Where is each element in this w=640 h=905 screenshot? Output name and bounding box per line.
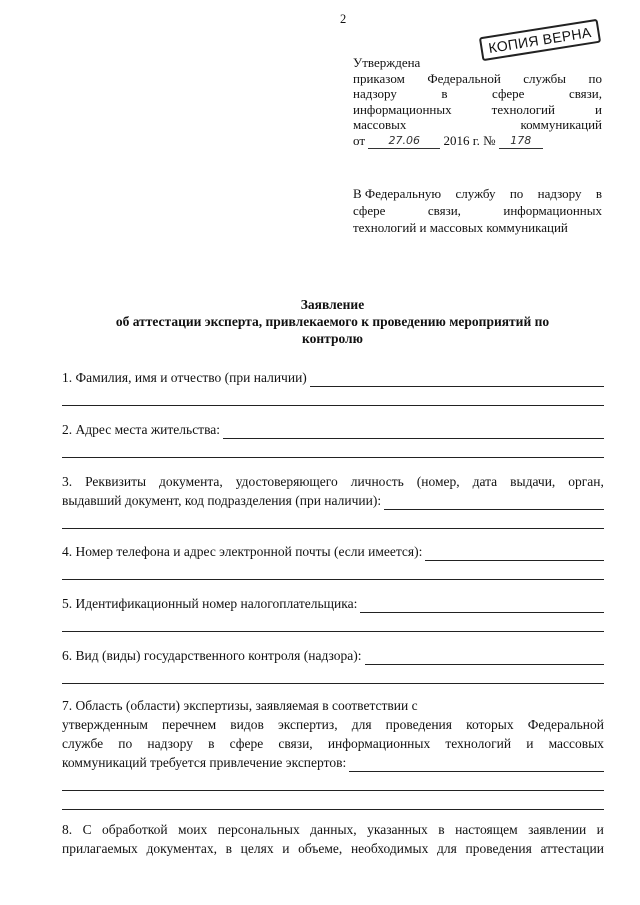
field-label: 1. Фамилия, имя и отчество (при наличии) <box>62 370 307 385</box>
consent-line-2 <box>62 839 604 858</box>
word: личность <box>350 474 404 489</box>
expertise-area-input-line[interactable] <box>349 757 604 772</box>
word: выдачи, <box>510 474 556 489</box>
field-label-line-2: выдавший документ, код подразделения (при наличии): <box>62 493 382 508</box>
word: настоящем <box>455 822 518 837</box>
control-type-input-line[interactable] <box>365 650 605 665</box>
field-label-line-1 <box>62 472 604 491</box>
word: заявлении <box>528 822 587 837</box>
word: которых <box>466 717 514 732</box>
word: службе <box>62 736 104 751</box>
document-title <box>60 296 605 347</box>
word: и <box>596 822 604 837</box>
word: аттестации <box>540 841 604 856</box>
word: надзору <box>147 736 193 751</box>
word: экспертиз, <box>277 717 338 732</box>
word: связи, <box>568 86 602 101</box>
word: данных, <box>310 822 357 837</box>
approval-line-1 <box>353 55 602 71</box>
word: и <box>282 841 290 856</box>
word: в <box>438 822 445 837</box>
page-number: 2 <box>340 12 347 26</box>
word: видов <box>230 717 264 732</box>
word: приказом <box>353 70 405 86</box>
word: технологий <box>445 736 512 751</box>
approval-date-line <box>353 133 602 150</box>
word: 3. <box>62 474 73 489</box>
word: 8. <box>62 822 73 837</box>
word: В Федеральную <box>353 186 442 201</box>
word: дата <box>472 474 498 489</box>
word: документах, <box>146 841 217 856</box>
word: коммуникаций <box>520 117 602 132</box>
field-label-line-1: 7. Область (области) экспертизы, заявляемая в соответствии с <box>62 698 418 713</box>
blank-input-line[interactable] <box>62 387 604 406</box>
year-number-text: 2016 г. № <box>443 132 496 148</box>
word: массовых <box>353 117 407 132</box>
word: информационных <box>353 101 452 117</box>
field-expertise-area <box>62 696 604 810</box>
field-full-name <box>62 368 604 406</box>
word: С <box>82 822 92 837</box>
blank-input-line[interactable] <box>62 772 604 791</box>
title-subject-line-1: об аттестации эксперта, привлекаемого к проведению мероприятий по <box>115 314 550 329</box>
word: связи, <box>278 736 313 751</box>
blank-input-line[interactable] <box>62 613 604 632</box>
blank-input-line[interactable] <box>62 510 604 529</box>
address-input-line[interactable] <box>223 424 604 439</box>
approval-approved-word: Утверждена <box>353 55 421 70</box>
approval-line-3 <box>353 86 602 102</box>
date-prefix: от <box>353 132 366 148</box>
blank-input-line[interactable] <box>62 665 604 684</box>
word: необходимых <box>350 841 429 856</box>
word: персональных <box>217 822 300 837</box>
field-phone-email <box>62 542 604 580</box>
word: и <box>595 101 602 117</box>
word: Федеральной <box>527 717 604 732</box>
title-heading: Заявление <box>300 297 365 312</box>
addressee-block <box>353 185 602 236</box>
title-subject-line-2: контролю <box>302 331 363 346</box>
copy-true-stamp: КОПИЯ ВЕРНА <box>479 19 601 61</box>
field-identity-document <box>62 472 604 529</box>
addressee-text: технологий и массовых коммуникаций <box>353 220 568 235</box>
word: службу <box>455 186 496 201</box>
word: надзору <box>537 186 582 201</box>
word: в <box>441 86 448 101</box>
blank-input-line[interactable] <box>62 561 604 580</box>
word: в <box>208 736 215 751</box>
approval-line-4 <box>353 102 602 118</box>
word: и <box>526 736 534 751</box>
word: (номер, <box>416 474 460 489</box>
word: по <box>588 70 602 86</box>
word: связи, <box>427 203 461 218</box>
addressee-line-2 <box>353 202 602 219</box>
word: в <box>595 186 602 201</box>
addressee-line-1 <box>353 185 602 202</box>
approval-line-2 <box>353 71 602 87</box>
field-control-type <box>62 646 604 684</box>
word: службы <box>523 70 567 86</box>
word: массовых <box>548 736 604 751</box>
word: для <box>351 717 372 732</box>
word: надзору <box>353 86 397 101</box>
tax-id-input-line[interactable] <box>360 598 604 613</box>
field-label-line-3 <box>62 734 604 753</box>
full-name-input-line[interactable] <box>310 372 604 387</box>
word: Реквизиты <box>85 474 147 489</box>
field-label: 4. Номер телефона и адрес электронной почты (если имеется): <box>62 544 423 559</box>
field-address <box>62 420 604 458</box>
field-label: 6. Вид (виды) государственного контроля (надзора): <box>62 648 362 663</box>
field-label: 5. Идентификационный номер налогоплательщика: <box>62 596 358 611</box>
field-tax-id <box>62 594 604 632</box>
word: орган, <box>568 474 604 489</box>
word: сфере <box>353 203 386 218</box>
phone-email-input-line[interactable] <box>425 546 604 561</box>
blank-input-line[interactable] <box>62 791 604 810</box>
field-label-line-4: коммуникаций требуется привлечение экспертов: <box>62 755 347 770</box>
word: объеме, <box>298 841 343 856</box>
blank-input-line[interactable] <box>62 439 604 458</box>
word: по <box>118 736 133 751</box>
approval-line-5 <box>353 117 602 133</box>
word: моих <box>178 822 208 837</box>
identity-document-input-line[interactable] <box>384 495 604 510</box>
field-label-line-2 <box>62 715 604 734</box>
field-label: 2. Адрес места жительства: <box>62 422 221 437</box>
word: указанных <box>367 822 428 837</box>
word: сфере <box>229 736 264 751</box>
word: Федеральной <box>427 70 501 86</box>
word: удостоверяющего <box>235 474 338 489</box>
word: технологий <box>491 101 555 117</box>
word: целях <box>240 841 274 856</box>
consent-line-1 <box>62 820 604 839</box>
word: по <box>509 186 524 201</box>
word: информационных <box>503 203 602 218</box>
word: в <box>225 841 232 856</box>
word: информационных <box>327 736 431 751</box>
word: для <box>436 841 457 856</box>
addressee-line-3 <box>353 219 602 236</box>
handwritten-date: 27.06 <box>368 133 440 150</box>
word: прилагаемых <box>62 841 138 856</box>
word: утвержденным <box>62 717 148 732</box>
word: проведения <box>465 841 532 856</box>
handwritten-order-number: 178 <box>499 133 543 150</box>
word: сфере <box>492 86 525 101</box>
consent-paragraph <box>62 820 604 858</box>
word: документа, <box>159 474 223 489</box>
word: перечнем <box>162 717 217 732</box>
approval-block <box>353 55 602 149</box>
word: обработкой <box>102 822 168 837</box>
word: проведения <box>385 717 452 732</box>
